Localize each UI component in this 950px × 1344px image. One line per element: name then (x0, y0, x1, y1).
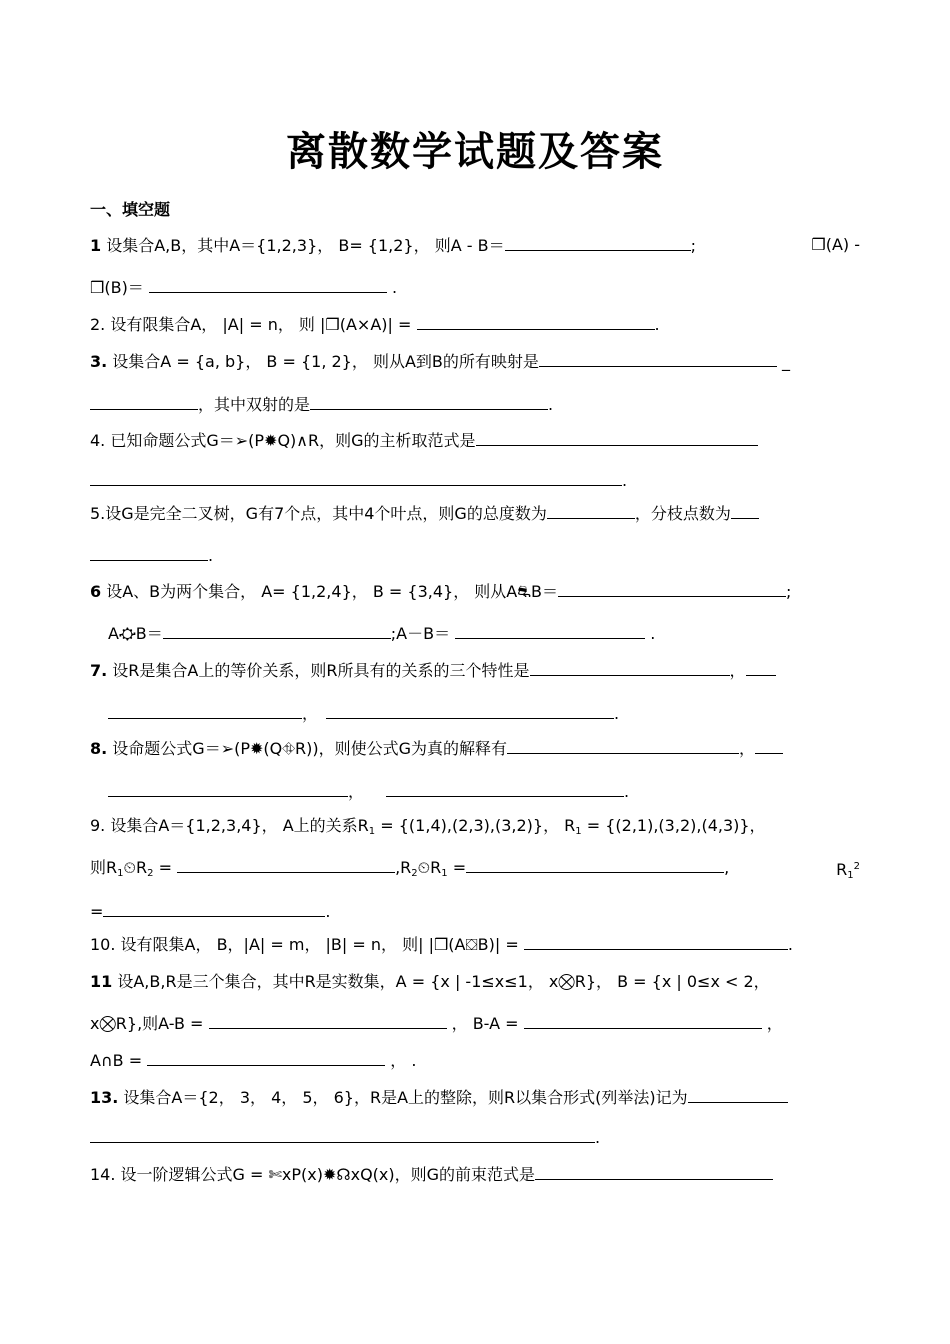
page-title: 离散数学试题及答案 (286, 129, 664, 175)
question-number: 9. (90, 816, 106, 835)
question-2-line-1 (90, 313, 860, 336)
question-1-line-2 (90, 276, 860, 299)
line-end: . (622, 471, 628, 490)
question-text: x⛒R},则A-B = (90, 1014, 209, 1033)
question-11-line-2 (90, 1012, 860, 1035)
answer-blank[interactable] (90, 393, 198, 410)
question-9-line-1 (90, 815, 860, 843)
question-text: ，其中双射的是 (198, 395, 311, 414)
answer-blank[interactable] (455, 622, 645, 639)
answer-blank[interactable] (163, 622, 391, 639)
question-text: 设集合A＝{1,2,3,4}， A上的关系R (105, 816, 369, 835)
question-number: 11 (90, 972, 113, 991)
answer-blank[interactable] (149, 276, 387, 293)
answer-blank[interactable] (746, 659, 776, 676)
question-14-line-1 (90, 1163, 860, 1186)
subscript: 2 (147, 868, 154, 879)
question-8-line-2 (108, 780, 878, 803)
separator: ; (786, 582, 792, 601)
subscript: 1 (368, 826, 376, 837)
question-4-line-1 (90, 429, 860, 452)
question-text: 已知命题公式G＝➢(P✹Q)∧R，则G的主析取范式是 (105, 431, 476, 450)
answer-blank[interactable] (476, 429, 758, 446)
question-6-line-1 (90, 580, 860, 603)
line-tail: _ (776, 352, 790, 371)
question-5-line-1 (90, 502, 860, 525)
question-text: 设有限集A， B，|A| = m， |B| = n， 则| |❒(A⛋B)| = (115, 935, 524, 954)
question-6-line-2 (108, 622, 878, 645)
question-number: 14. (90, 1165, 116, 1184)
question-text: ⏲R (123, 858, 148, 877)
line-end: . (624, 782, 630, 801)
question-11-line-1 (90, 971, 860, 993)
question-text: 设R是集合A上的等价关系，则R所具有的关系的三个特性是 (107, 661, 530, 680)
answer-blank[interactable] (147, 1049, 385, 1066)
question-number: 4. (90, 431, 106, 450)
separator: ; (690, 236, 696, 255)
answer-blank[interactable] (90, 469, 622, 486)
question-text: ,R (395, 858, 412, 877)
question-number: 5. (90, 504, 106, 523)
line-end: . (645, 624, 656, 643)
question-text: ⏲R (417, 858, 442, 877)
question-4-line-2 (90, 469, 860, 492)
question-7-line-2 (108, 702, 878, 725)
section-heading: 一、填空题 (90, 200, 171, 219)
separator: ， (739, 739, 756, 758)
answer-blank[interactable] (177, 856, 395, 873)
question-text: 设G是完全二叉树，G有7个点，其中4个叶点，则G的总度数为 (105, 504, 547, 523)
question-text: 设命题公式G＝➢(P✹(Q⛗R))，则使公式G为真的解释有 (107, 739, 508, 758)
answer-blank[interactable] (524, 1012, 762, 1029)
answer-blank[interactable] (310, 393, 548, 410)
answer-blank[interactable] (108, 702, 302, 719)
separator: , (724, 858, 730, 877)
question-number: 1 (90, 236, 102, 255)
question-9-line-3 (90, 900, 860, 923)
answer-blank[interactable] (386, 780, 624, 797)
line-end: . (614, 704, 620, 723)
line-end: . (325, 902, 331, 921)
answer-blank[interactable] (90, 544, 208, 561)
question-text: = (153, 858, 178, 877)
question-text: A∩B = (90, 1051, 148, 1070)
subscript: 2 (411, 868, 418, 879)
question-text: 设集合A,B，其中A＝{1,2,3}， B= {1,2}， 则A - B＝ (101, 236, 505, 255)
question-text-right: $R_1^2$ (836, 860, 860, 881)
question-text: 设集合A＝{2， 3， 4， 5， 6}，R是A上的整除，则R以集合形式(列举法)记为 (118, 1088, 688, 1107)
line-end: . (654, 315, 660, 334)
answer-blank[interactable] (731, 502, 759, 519)
question-5-line-2 (90, 544, 860, 567)
question-1-line-1 (90, 234, 860, 257)
question-9-line-2 (90, 856, 860, 885)
separator: ， (348, 782, 365, 801)
line-end: . (787, 935, 793, 954)
question-text: ;A－B＝ (390, 624, 456, 643)
question-text: 则R (90, 858, 118, 877)
subscript: 1 (117, 868, 124, 879)
question-number: 2. (90, 315, 106, 334)
line-end: . (548, 395, 554, 414)
answer-blank[interactable] (755, 737, 783, 754)
answer-blank[interactable] (417, 313, 655, 330)
line-end: . (208, 546, 214, 565)
subscript: 1 (575, 826, 582, 837)
question-13-line-2 (90, 1126, 860, 1149)
separator: ， (761, 1014, 783, 1033)
question-text: = (447, 858, 467, 877)
question-13-line-1 (90, 1086, 860, 1109)
question-text: 设有限集合A， |A| = n， 则 |❒(A×A)| = (105, 315, 417, 334)
question-text: ❒(B)＝ (90, 278, 149, 297)
answer-blank[interactable] (466, 856, 724, 873)
question-11-line-3 (90, 1049, 860, 1072)
answer-blank[interactable] (209, 1012, 447, 1029)
question-number: 6 (90, 582, 102, 601)
separator: ， (729, 661, 746, 680)
answer-blank[interactable] (688, 1086, 788, 1103)
answer-blank[interactable] (524, 933, 788, 950)
separator: ， (302, 704, 319, 723)
question-number: 10. (90, 935, 116, 954)
question-text: 设A,B,R是三个集合，其中R是实数集，A = {x | -1≤x≤1， x⛒R}， B = {x | 0≤x < 2， (112, 972, 770, 991)
answer-blank[interactable] (90, 1126, 595, 1143)
answer-blank[interactable] (507, 737, 739, 754)
question-10-line-1 (90, 933, 860, 956)
answer-blank[interactable] (505, 234, 691, 251)
answer-blank[interactable] (108, 780, 348, 797)
answer-blank[interactable] (547, 502, 635, 519)
question-text: 设集合A = {a, b}， B = {1, 2}， 则从A到B的所有映射是 (107, 352, 539, 371)
question-number: 13. (90, 1088, 119, 1107)
question-text: = {(1,4),(2,3),(3,2)}， R (375, 816, 576, 835)
question-8-line-1 (90, 737, 860, 760)
line-end: ， . (385, 1051, 417, 1070)
answer-blank[interactable] (539, 350, 777, 367)
question-number: 7. (90, 661, 108, 680)
line-end: . (386, 278, 398, 297)
subscript: 1 (441, 868, 448, 879)
question-number: 3. (90, 352, 108, 371)
question-text: A⛮B＝ (108, 624, 163, 643)
question-3-line-2 (90, 393, 860, 416)
answer-blank[interactable] (535, 1163, 773, 1180)
question-number: 8. (90, 739, 108, 758)
question-text-right: ❒(A) - (811, 235, 860, 254)
question-text: ， B-A = (446, 1014, 524, 1033)
answer-blank[interactable] (326, 702, 614, 719)
question-text: = (90, 902, 104, 921)
question-3-line-1 (90, 350, 860, 373)
question-text: 设A、B为两个集合， A= {1,2,4}， B = {3,4}， 则从A⛐B＝ (101, 582, 559, 601)
answer-blank[interactable] (558, 580, 786, 597)
question-text: = {(2,1),(3,2),(4,3)}， (581, 816, 766, 835)
question-7-line-1 (90, 659, 860, 682)
answer-blank[interactable] (103, 900, 325, 917)
answer-blank[interactable] (530, 659, 730, 676)
question-text: ，分枝点数为 (634, 504, 731, 523)
line-end: . (595, 1128, 601, 1147)
question-text: 设一阶逻辑公式G = ✄xP(x)✹☊xQ(x)，则G的前束范式是 (115, 1165, 536, 1184)
